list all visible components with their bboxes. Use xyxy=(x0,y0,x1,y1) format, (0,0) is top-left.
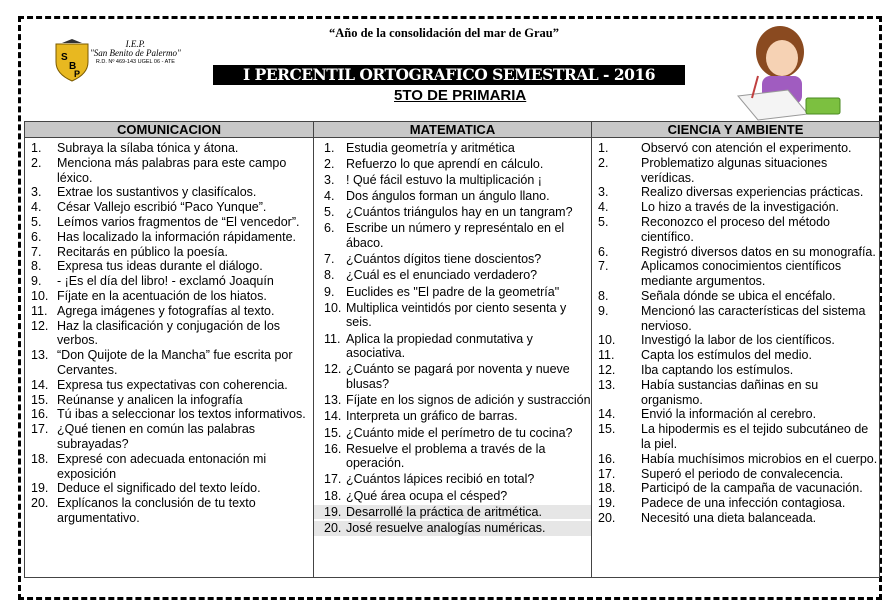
list-item xyxy=(31,378,313,393)
item-number: 8. xyxy=(31,259,42,274)
item-text: Había sustancias dañinas en su organismo. xyxy=(641,377,819,407)
item-number: 1. xyxy=(31,141,42,155)
girl-studying-illustration-icon xyxy=(718,18,848,122)
item-number: 4. xyxy=(324,189,335,204)
item-number: 4. xyxy=(31,200,42,215)
item-text: Refuerzo lo que aprendí en cálculo. xyxy=(346,157,544,172)
item-text: Observó con atención el experimento. xyxy=(641,141,852,155)
item-number: 16. xyxy=(598,451,616,466)
item-text: ¿Qué tienen en común las palabras subrayadas? xyxy=(57,422,256,451)
list-item xyxy=(314,285,591,300)
item-text: Haz la clasificación y conjugación de los verbos. xyxy=(57,318,281,348)
list-item xyxy=(598,363,879,378)
item-number: 17. xyxy=(31,422,49,437)
list-item xyxy=(598,422,879,452)
item-number: 7. xyxy=(31,244,42,259)
list-item xyxy=(598,452,879,467)
list-item xyxy=(31,393,313,408)
item-text: Reúnanse y analicen la infografía xyxy=(57,392,243,407)
item-text: Expresa tus ideas durante el diálogo. xyxy=(57,259,263,274)
item-text: Realizo diversas experiencias prácticas. xyxy=(641,185,864,200)
item-number: 16. xyxy=(324,441,342,456)
item-number: 6. xyxy=(31,229,42,244)
list-item xyxy=(598,215,879,245)
list-item xyxy=(314,442,591,472)
list-item xyxy=(314,141,591,156)
item-text: Aplicamos conocimientos científicos mediante argumentos. xyxy=(641,259,842,289)
item-text: Reconozco el proceso del método científico. xyxy=(641,214,831,244)
item-text: Recitarás en público la poesía. xyxy=(57,244,228,259)
item-text: Necesitó una dieta balanceada. xyxy=(641,510,817,525)
list-item xyxy=(31,156,313,186)
item-text: Extrae los sustantivos y clasifícalos. xyxy=(57,185,257,200)
column-header-comunicacion: COMUNICACION xyxy=(25,122,314,138)
list-item xyxy=(31,481,313,496)
list-item xyxy=(314,157,591,172)
item-number: 19. xyxy=(598,496,616,511)
document-title: I PERCENTIL ORTOGRAFICO SEMESTRAL - 2016 xyxy=(213,65,685,85)
item-text: Resuelve el problema a través de la operación. xyxy=(346,441,546,471)
item-text: ¿Cuánto mide el perímetro de tu cocina? xyxy=(346,425,573,440)
item-number: 4. xyxy=(598,200,609,215)
item-number: 16. xyxy=(31,407,49,422)
matematica-column xyxy=(314,138,592,578)
item-number: 12. xyxy=(324,362,342,377)
list-item xyxy=(314,472,591,487)
item-number: 5. xyxy=(324,205,335,220)
list-item xyxy=(31,200,313,215)
list-item xyxy=(598,304,879,334)
item-number: 3. xyxy=(598,185,609,200)
comunicacion-column xyxy=(25,138,314,578)
item-text: ¿Cuántos triángulos hay en un tangram? xyxy=(346,205,573,220)
item-number: 14. xyxy=(598,407,616,422)
item-number: 10. xyxy=(598,333,616,348)
school-name: "San Benito de Palermo" xyxy=(90,48,181,58)
item-text: Investigó la labor de los científicos. xyxy=(641,333,835,348)
list-item xyxy=(598,289,879,304)
list-item xyxy=(314,221,591,251)
item-number: 2. xyxy=(598,155,609,170)
item-number: 15. xyxy=(598,422,616,437)
item-number: 9. xyxy=(598,303,609,318)
list-item xyxy=(31,259,313,274)
list-item xyxy=(31,407,313,422)
item-text: Interpreta un gráfico de barras. xyxy=(346,409,518,424)
item-number: 19. xyxy=(324,504,342,519)
svg-text:B: B xyxy=(69,61,77,72)
item-number: 2. xyxy=(31,155,42,170)
list-item xyxy=(314,409,591,424)
item-number: 14. xyxy=(31,377,49,392)
item-number: 1. xyxy=(598,141,609,155)
item-text: ¿Qué área ocupa el césped? xyxy=(346,488,508,503)
column-header-ciencia: CIENCIA Y AMBIENTE xyxy=(592,122,880,138)
list-item xyxy=(31,141,313,156)
column-header-matematica: MATEMATICA xyxy=(314,122,592,138)
item-text: Capta los estímulos del medio. xyxy=(641,348,812,363)
item-number: 14. xyxy=(324,409,342,424)
item-number: 2. xyxy=(324,157,335,172)
item-number: 5. xyxy=(598,214,609,229)
list-item xyxy=(314,505,591,520)
item-text: Iba captando los estímulos. xyxy=(641,362,794,377)
list-item xyxy=(598,481,879,496)
item-number: 20. xyxy=(598,510,616,525)
school-info xyxy=(90,40,181,67)
item-text: Agrega imágenes y fotografías al texto. xyxy=(57,303,275,318)
item-text: Explícanos la conclusión de tu texto argumentativo. xyxy=(57,496,256,525)
list-item xyxy=(31,496,313,526)
item-number: 12. xyxy=(31,318,49,333)
list-item xyxy=(598,185,879,200)
item-text: Subraya la sílaba tónica y átona. xyxy=(57,141,239,155)
list-item xyxy=(314,521,591,536)
item-number: 19. xyxy=(31,481,49,496)
list-item xyxy=(598,348,879,363)
list-item xyxy=(31,185,313,200)
list-item xyxy=(31,422,313,452)
list-item xyxy=(31,289,313,304)
item-text: Escribe un número y represéntalo en el ábaco. xyxy=(346,221,565,251)
item-number: 17. xyxy=(324,472,342,487)
item-number: 13. xyxy=(31,348,49,363)
item-number: 9. xyxy=(31,274,42,289)
item-text: Fíjate en los signos de adición y sustracción xyxy=(346,393,591,408)
item-number: 15. xyxy=(31,392,49,407)
item-text: Expresé con adecuada entonación mi exposición xyxy=(57,451,267,481)
item-text: Multiplica veintidós por ciento sesenta y seis. xyxy=(346,300,567,330)
list-item xyxy=(31,245,313,260)
list-item xyxy=(598,496,879,511)
item-text: Estudia geometría y aritmética xyxy=(346,141,515,155)
list-item xyxy=(598,333,879,348)
list-item xyxy=(314,252,591,267)
item-text: Expresa tus expectativas con coherencia. xyxy=(57,377,288,392)
item-text: Desarrollé la práctica de aritmética. xyxy=(346,504,542,519)
list-item xyxy=(31,304,313,319)
list-item xyxy=(314,332,591,362)
item-number: 7. xyxy=(324,252,335,267)
list-item xyxy=(314,393,591,408)
list-item xyxy=(598,407,879,422)
list-item xyxy=(31,274,313,289)
item-text: ¿Cuántos lápices recibió en total? xyxy=(346,472,535,487)
ciencia-column xyxy=(592,138,880,578)
list-item xyxy=(31,348,313,378)
item-number: 11. xyxy=(31,303,48,318)
item-text: Menciona más palabras para este campo léxico. xyxy=(57,155,287,185)
list-item xyxy=(31,452,313,482)
item-number: 20. xyxy=(324,520,342,535)
item-number: 15. xyxy=(324,425,342,440)
item-text: Participó de la campaña de vacunación. xyxy=(641,481,863,496)
list-item xyxy=(598,378,879,408)
item-text: César Vallejo escribió “Paco Yunque”. xyxy=(57,200,267,215)
item-text: ¿Cuánto se pagará por noventa y nueve blusas? xyxy=(346,362,570,392)
grade-label: 5TO DE PRIMARIA xyxy=(394,87,527,104)
item-number: 11. xyxy=(324,331,341,346)
list-item xyxy=(314,362,591,392)
item-text: Euclides es "El padre de la geometría" xyxy=(346,284,560,299)
list-item xyxy=(314,268,591,283)
item-number: 18. xyxy=(598,481,616,496)
item-text: Aplica la propiedad conmutativa y asociativa. xyxy=(346,331,533,361)
year-motto: “Año de la consolidación del mar de Grau” xyxy=(329,26,559,40)
list-item xyxy=(598,245,879,260)
list-item xyxy=(314,205,591,220)
list-item xyxy=(598,259,879,289)
item-text: ¿Cuál es el enunciado verdadero? xyxy=(346,268,538,283)
item-text: Tú ibas a seleccionar los textos informativos. xyxy=(57,407,306,422)
item-number: 13. xyxy=(324,393,342,408)
item-number: 5. xyxy=(31,214,42,229)
item-number: 1. xyxy=(324,141,335,155)
list-item xyxy=(314,426,591,441)
item-text: Problematizo algunas situaciones verídicas. xyxy=(641,155,828,185)
item-text: Padece de una infección contagiosa. xyxy=(641,496,846,511)
percentile-table xyxy=(24,121,880,578)
list-item xyxy=(598,467,879,482)
item-text: ! Qué fácil estuvo la multiplicación ¡ xyxy=(346,173,542,188)
list-item xyxy=(31,230,313,245)
svg-text:S: S xyxy=(61,52,68,63)
item-number: 17. xyxy=(598,466,616,481)
item-number: 6. xyxy=(324,221,335,236)
item-text: Deduce el significado del texto leído. xyxy=(57,481,261,496)
item-text: La hipodermis es el tejido subcutáneo de la piel. xyxy=(641,422,869,451)
item-text: Lo hizo a través de la investigación. xyxy=(641,200,840,215)
item-number: 3. xyxy=(324,173,335,188)
list-item xyxy=(314,489,591,504)
item-text: Leímos varios fragmentos de “El vencedor”. xyxy=(57,214,300,229)
item-text: Has localizado la información rápidamente. xyxy=(57,229,297,244)
school-type: I.E.P. xyxy=(125,39,146,49)
item-text: Señala dónde se ubica el encéfalo. xyxy=(641,288,836,303)
list-item xyxy=(598,200,879,215)
school-logo-shield-icon xyxy=(54,38,90,82)
item-number: 11. xyxy=(598,348,615,363)
item-number: 13. xyxy=(598,377,616,392)
list-item xyxy=(598,141,879,156)
item-text: Envió la información al cerebro. xyxy=(641,407,817,422)
item-number: 20. xyxy=(31,496,49,511)
item-number: 10. xyxy=(324,300,342,315)
list-item xyxy=(31,319,313,349)
list-item xyxy=(598,156,879,186)
item-number: 12. xyxy=(598,362,616,377)
item-number: 7. xyxy=(598,259,609,274)
item-text: José resuelve analogías numéricas. xyxy=(346,520,546,535)
svg-text:P: P xyxy=(74,69,81,79)
item-number: 18. xyxy=(31,451,49,466)
item-text: Mencionó las características del sistema nervioso. xyxy=(641,303,866,333)
item-text: - ¡Es el día del libro! - exclamó Joaquín xyxy=(57,274,274,289)
item-number: 8. xyxy=(324,268,335,283)
list-item xyxy=(314,173,591,188)
item-text: Superó el periodo de convalecencia. xyxy=(641,466,844,481)
item-text: ¿Cuántos dígitos tiene doscientos? xyxy=(346,252,542,267)
item-text: Registró diversos datos en su monografía. xyxy=(641,244,876,259)
item-text: Dos ángulos forman un ángulo llano. xyxy=(346,189,550,204)
item-text: Había muchísimos microbios en el cuerpo. xyxy=(641,451,878,466)
list-item xyxy=(598,511,879,526)
list-item xyxy=(31,215,313,230)
item-number: 3. xyxy=(31,185,42,200)
list-item xyxy=(314,189,591,204)
list-item xyxy=(314,301,591,331)
item-number: 8. xyxy=(598,288,609,303)
item-number: 9. xyxy=(324,284,335,299)
item-text: “Don Quijote de la Mancha” fue escrita por Cervantes. xyxy=(57,348,293,377)
item-number: 18. xyxy=(324,488,342,503)
item-text: Fíjate en la acentuación de los hiatos. xyxy=(57,288,267,303)
school-resolution: R.D. Nº 469-143 UGEL 06 - ATE xyxy=(95,59,175,65)
item-number: 10. xyxy=(31,288,49,303)
item-number: 6. xyxy=(598,244,609,259)
